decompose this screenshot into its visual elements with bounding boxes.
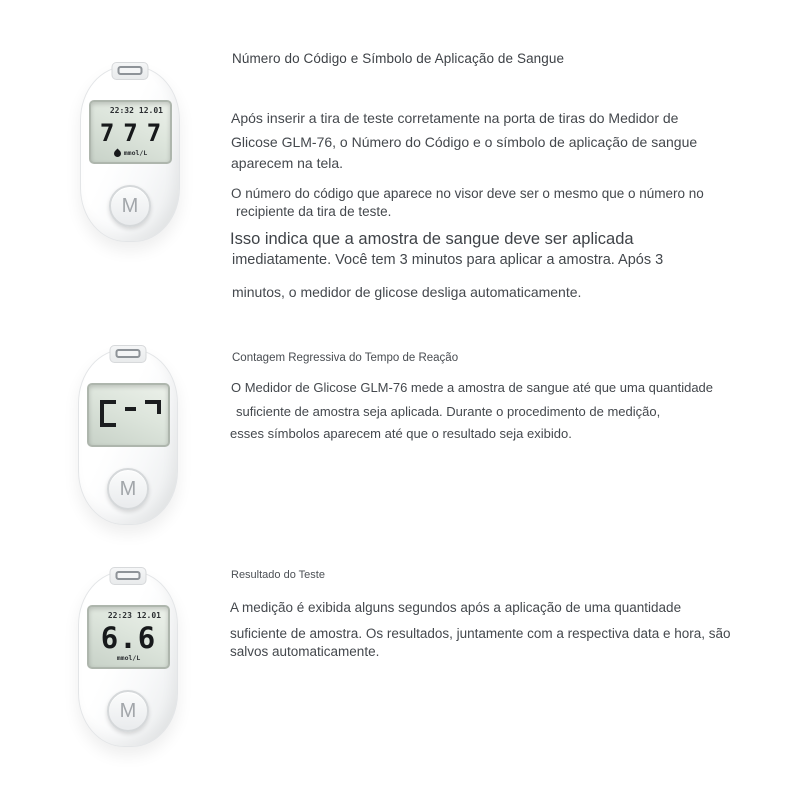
body-line: salvos automaticamente.: [230, 644, 380, 659]
body-line: O número do código que aparece no visor deve ser o mesmo que o número no: [231, 186, 704, 201]
lcd-screen: [89, 100, 172, 164]
memory-button-label: M: [121, 194, 139, 217]
memory-button-label: M: [119, 477, 137, 500]
body-line: Glicose GLM-76, o Número do Código e o símbolo de aplicação de sangue: [231, 134, 698, 150]
strip-slot-opening-icon: [116, 349, 141, 358]
body-line: recipiente da tira de teste.: [236, 204, 392, 219]
glucose-meter-device-result: [78, 571, 178, 747]
lcd-unit-row: [91, 150, 170, 162]
test-strip-slot: [110, 345, 147, 363]
c-segment-icon: [100, 400, 116, 427]
lcd-time-date-row: [89, 607, 168, 620]
lcd-unit-row: [89, 655, 168, 667]
test-strip-slot: [112, 62, 149, 80]
memory-button: [107, 468, 149, 510]
unit-label: mmol/L: [123, 149, 148, 157]
code-number-display: 777: [99, 118, 171, 147]
body-line: esses símbolos aparecem até que o resultado seja exibido.: [230, 426, 572, 441]
blood-drop-icon: [112, 149, 122, 159]
glucose-meter-device-code: [80, 66, 180, 242]
body-line: O Medidor de Glicose GLM-76 mede a amostra de sangue até que uma quantidade: [231, 380, 714, 395]
section-title-countdown: Contagem Regressiva do Tempo de Reação: [232, 352, 459, 364]
body-line: suficiente de amostra. Os resultados, juntamente com a respectiva data e hora, são: [230, 626, 731, 641]
body-line: suficiente de amostra seja aplicada. Durante o procedimento de medição,: [236, 404, 661, 419]
strip-slot-opening-icon: [118, 66, 143, 75]
result-value-display: 6.6: [100, 620, 157, 655]
lcd-screen: [87, 383, 170, 447]
lcd-time-date-row: [91, 102, 170, 115]
date-display: 12.01: [138, 106, 163, 115]
glucose-meter-device-countdown: [78, 349, 178, 525]
memory-button: [109, 185, 151, 227]
body-line: A medição é exibida alguns segundos após a aplicação de uma quantidade: [230, 600, 682, 615]
section-title-result: Resultado do Teste: [231, 569, 325, 581]
time-display: 22:23: [107, 611, 132, 620]
body-line: Isso indica que a amostra de sangue deve ser aplicada: [230, 230, 634, 248]
dash-segment-icon: [125, 407, 136, 411]
memory-button: [107, 690, 149, 732]
lcd-screen: [87, 605, 170, 669]
strip-slot-opening-icon: [116, 571, 141, 580]
body-line: aparecem na tela.: [231, 155, 344, 171]
seven-segment-icon: [145, 400, 161, 414]
body-line: Após inserir a tira de teste corretamente na porta de tiras do Medidor de: [231, 110, 679, 126]
body-line: imediatamente. Você tem 3 minutos para aplicar a amostra. Após 3: [232, 252, 664, 268]
unit-label: mmol/L: [116, 654, 141, 662]
time-display: 22:32: [109, 106, 134, 115]
date-display: 12.01: [136, 611, 161, 620]
section-title-code-number: Número do Código e Símbolo de Aplicação de Sangue: [232, 51, 565, 66]
body-line: minutos, o medidor de glicose desliga automaticamente.: [232, 284, 582, 300]
countdown-symbols: [89, 385, 168, 445]
memory-button-label: M: [119, 699, 137, 722]
test-strip-slot: [110, 567, 147, 585]
